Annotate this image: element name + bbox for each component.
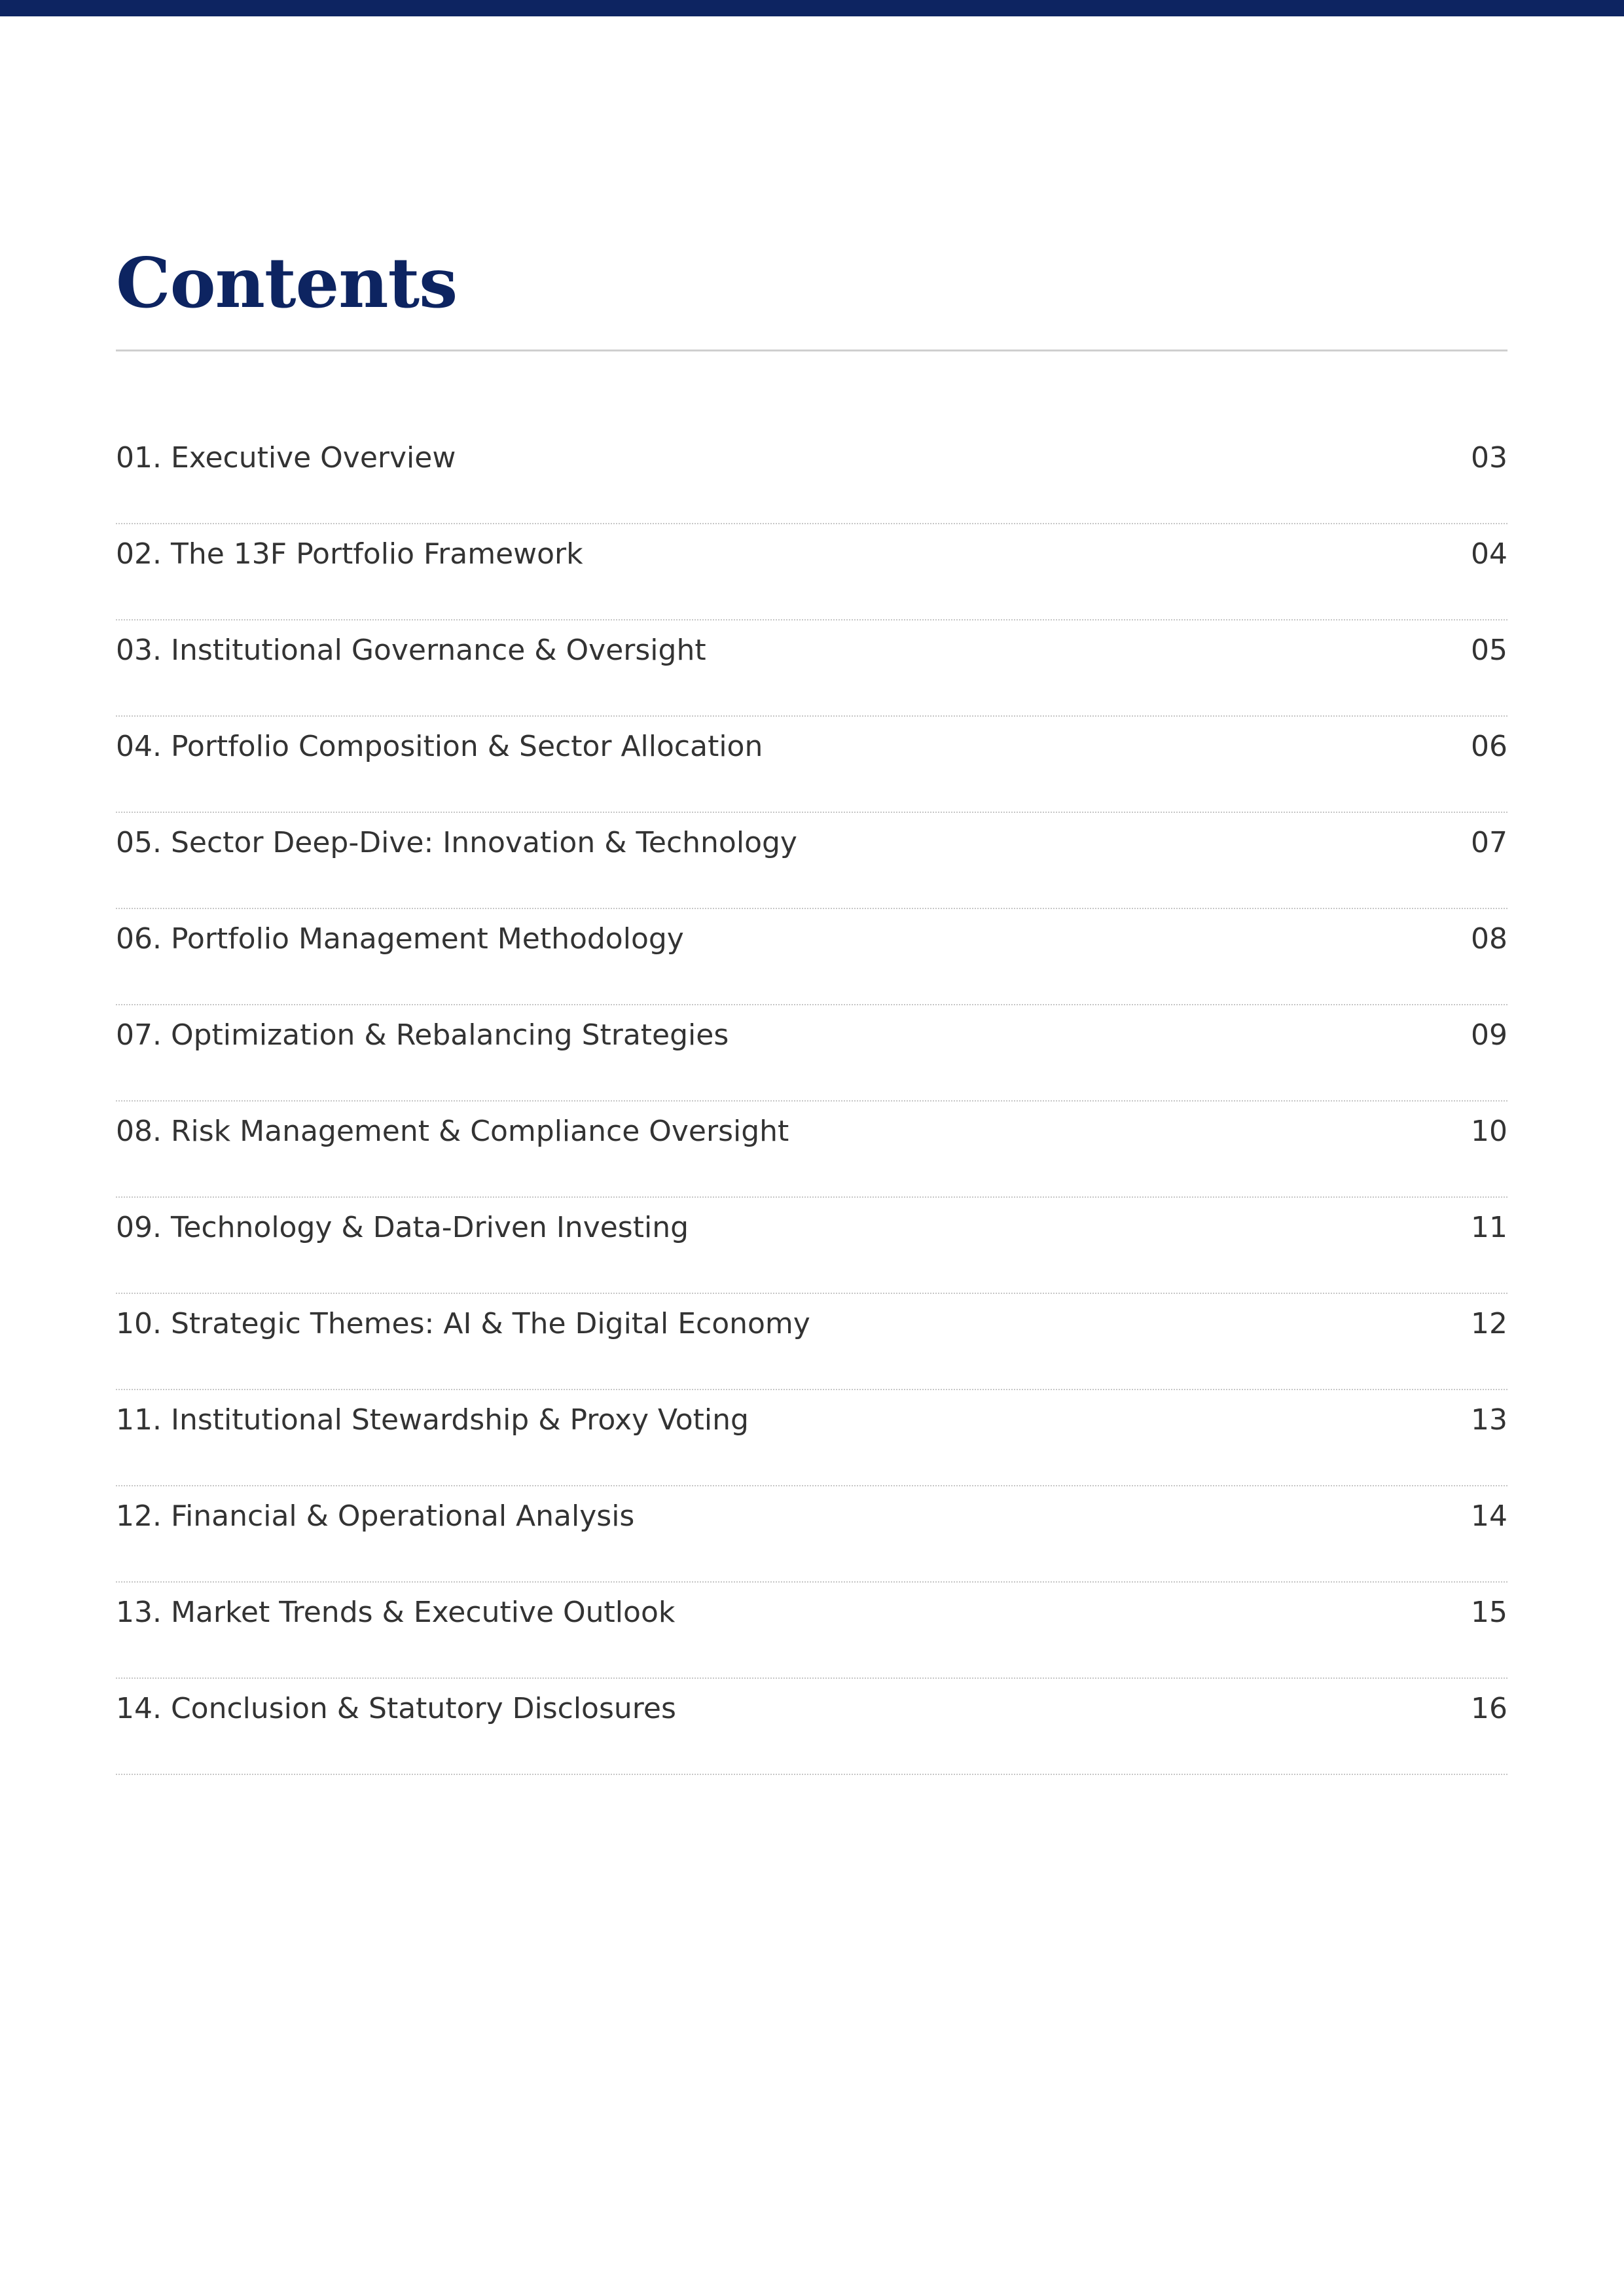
toc-entry[interactable] bbox=[116, 1198, 1507, 1294]
toc-entry-page-number: 09 bbox=[1471, 1018, 1507, 1052]
toc-entry[interactable] bbox=[116, 1583, 1507, 1679]
toc-entry[interactable] bbox=[116, 1294, 1507, 1390]
toc-entry-label: 08. Risk Management & Compliance Oversight bbox=[116, 1115, 789, 1148]
toc-entry-label: 04. Portfolio Composition & Sector Allocation bbox=[116, 730, 763, 763]
toc-entry[interactable] bbox=[116, 1102, 1507, 1198]
toc-entry-page-number: 06 bbox=[1471, 730, 1507, 763]
toc-entry[interactable] bbox=[116, 1486, 1507, 1583]
toc-entry-page-number: 10 bbox=[1471, 1115, 1507, 1148]
top-accent-bar bbox=[0, 0, 1624, 16]
toc-entry-label: 06. Portfolio Management Methodology bbox=[116, 922, 684, 956]
toc-entry-label: 11. Institutional Stewardship & Proxy Voting bbox=[116, 1403, 749, 1437]
toc-entry-page-number: 11 bbox=[1471, 1211, 1507, 1244]
toc-entry-page-number: 15 bbox=[1471, 1596, 1507, 1629]
toc-entry-page-number: 08 bbox=[1471, 922, 1507, 956]
table-of-contents bbox=[116, 428, 1507, 1775]
toc-entry-page-number: 07 bbox=[1471, 826, 1507, 859]
toc-entry[interactable] bbox=[116, 717, 1507, 813]
toc-entry-page-number: 05 bbox=[1471, 634, 1507, 667]
toc-entry-page-number: 03 bbox=[1471, 441, 1507, 475]
toc-entry-label: 02. The 13F Portfolio Framework bbox=[116, 537, 583, 571]
toc-entry[interactable] bbox=[116, 524, 1507, 620]
page-title: Contents bbox=[116, 242, 458, 323]
toc-entry[interactable] bbox=[116, 909, 1507, 1005]
toc-entry-label: 12. Financial & Operational Analysis bbox=[116, 1499, 635, 1533]
toc-entry-page-number: 12 bbox=[1471, 1307, 1507, 1340]
toc-entry-page-number: 13 bbox=[1471, 1403, 1507, 1437]
toc-entry-label: 14. Conclusion & Statutory Disclosures bbox=[116, 1692, 676, 1725]
toc-entry[interactable] bbox=[116, 1390, 1507, 1486]
toc-entry-label: 09. Technology & Data-Driven Investing bbox=[116, 1211, 689, 1244]
toc-entry-label: 03. Institutional Governance & Oversight bbox=[116, 634, 706, 667]
toc-entry-page-number: 14 bbox=[1471, 1499, 1507, 1533]
toc-entry[interactable] bbox=[116, 1679, 1507, 1775]
toc-entry[interactable] bbox=[116, 620, 1507, 717]
toc-entry-label: 07. Optimization & Rebalancing Strategies bbox=[116, 1018, 729, 1052]
toc-entry-page-number: 16 bbox=[1471, 1692, 1507, 1725]
toc-entry-label: 13. Market Trends & Executive Outlook bbox=[116, 1596, 676, 1629]
toc-entry-page-number: 04 bbox=[1471, 537, 1507, 571]
toc-entry[interactable] bbox=[116, 813, 1507, 909]
toc-entry[interactable] bbox=[116, 428, 1507, 524]
toc-entry-label: 01. Executive Overview bbox=[116, 441, 456, 475]
title-divider bbox=[116, 350, 1507, 351]
toc-entry[interactable] bbox=[116, 1005, 1507, 1102]
toc-entry-label: 10. Strategic Themes: AI & The Digital Economy bbox=[116, 1307, 810, 1340]
toc-entry-label: 05. Sector Deep-Dive: Innovation & Technology bbox=[116, 826, 797, 859]
